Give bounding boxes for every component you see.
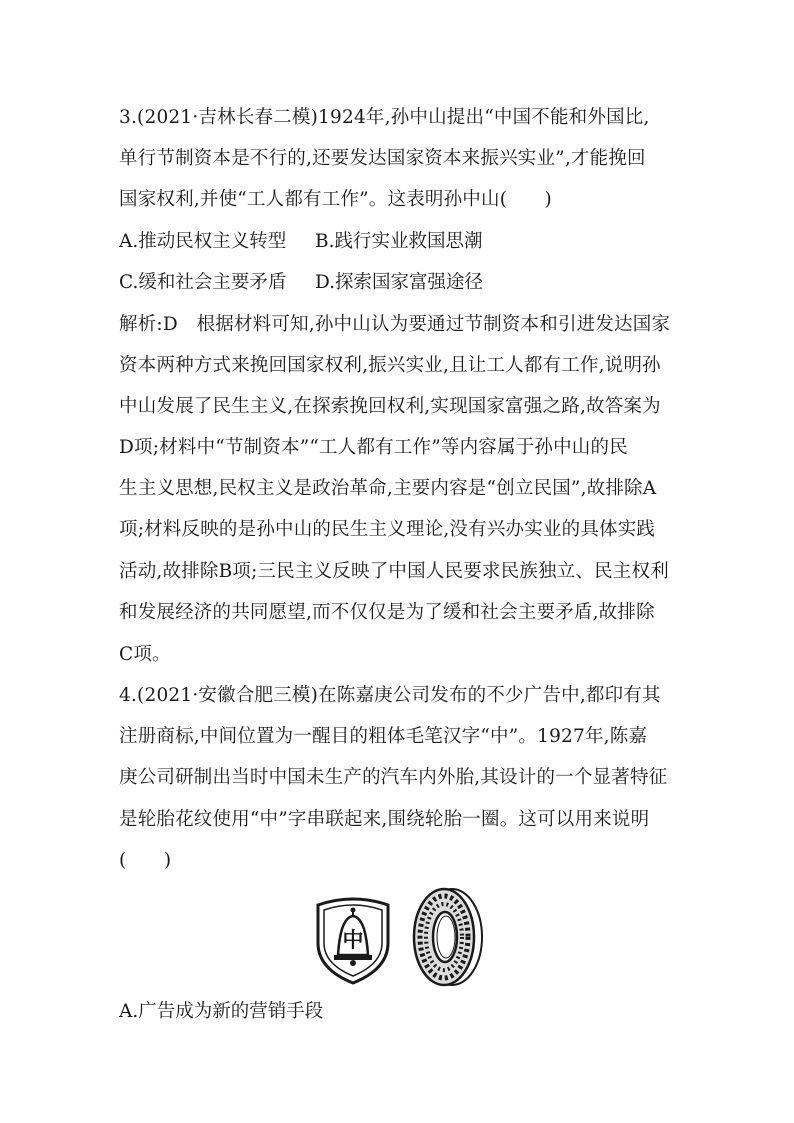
q4-line-5: ( ) (119, 850, 172, 871)
q3-line-1: 3.(2021·吉林长春二模)1924年,孙中山提出“中国不能和外国比, (119, 107, 650, 128)
q3-line-2: 单行节制资本是不行的,还要发达国家资本来振兴实业”,才能挽回 (119, 148, 646, 169)
q3-analysis-line-9: C项。 (119, 644, 171, 665)
q3-analysis-line-7: 活动,故排除B项;三民主义反映了中国人民要求民族独立、民主权利 (119, 561, 669, 582)
q3-option-c: C.缓和社会主要矛盾 (119, 272, 287, 293)
q3-analysis-line-8: 和发展经济的共同愿望,而不仅仅是为了缓和社会主要矛盾,故排除 (119, 602, 655, 623)
q3-analysis-line-3: 中山发展了民生主义,在探索挽回权利,实现国家富强之路,故答案为 (119, 396, 661, 417)
q3-analysis-line-4: D项;材料中“节制资本”“工人都有工作”等内容属于孙中山的民 (119, 437, 628, 458)
trademark-logo (312, 895, 394, 985)
q3-analysis-line-5: 生主义思想,民权主义是政治革命,主要内容是“创立民国”,故排除A (119, 478, 657, 499)
q3-analysis-line-2: 资本两种方式来挽回国家权利,振兴实业,且让工人都有工作,说明孙 (119, 355, 661, 376)
q4-line-3: 庚公司研制出当时中国未生产的汽车内外胎,其设计的一个显著特征 (119, 767, 668, 788)
q4-option-a: A.广告成为新的营销手段 (119, 1001, 324, 1022)
q4-line-2: 注册商标,中间位置为一醒目的粗体毛笔汉字“中”。1927年,陈嘉 (119, 726, 648, 747)
tire-icon (412, 885, 484, 989)
q4-line-4: 是轮胎花纹使用“中”字串联起来,围绕轮胎一圈。这可以用来说明 (119, 809, 650, 830)
q3-option-a: A.推动民权主义转型 (119, 231, 287, 252)
q3-analysis-line-1: 解析:D 根据材料可知,孙中山认为要通过节制资本和引进发达国家 (119, 314, 671, 335)
q3-analysis-line-6: 项;材料反映的是孙中山的民生主义理论,没有兴办实业的具体实践 (119, 519, 656, 540)
q3-option-b: B.践行实业救国思潮 (315, 231, 483, 252)
logo-zhong-character: 中 (342, 928, 364, 952)
q3-option-d: D.探索国家富强途径 (315, 272, 484, 293)
q3-line-3: 国家权利,并使“工人都有工作”。这表明孙中山( ) (119, 189, 552, 210)
q4-line-1: 4.(2021·安徽合肥三模)在陈嘉庚公司发布的不少广告中,都印有其 (119, 685, 661, 706)
tire-illustration (412, 885, 484, 989)
